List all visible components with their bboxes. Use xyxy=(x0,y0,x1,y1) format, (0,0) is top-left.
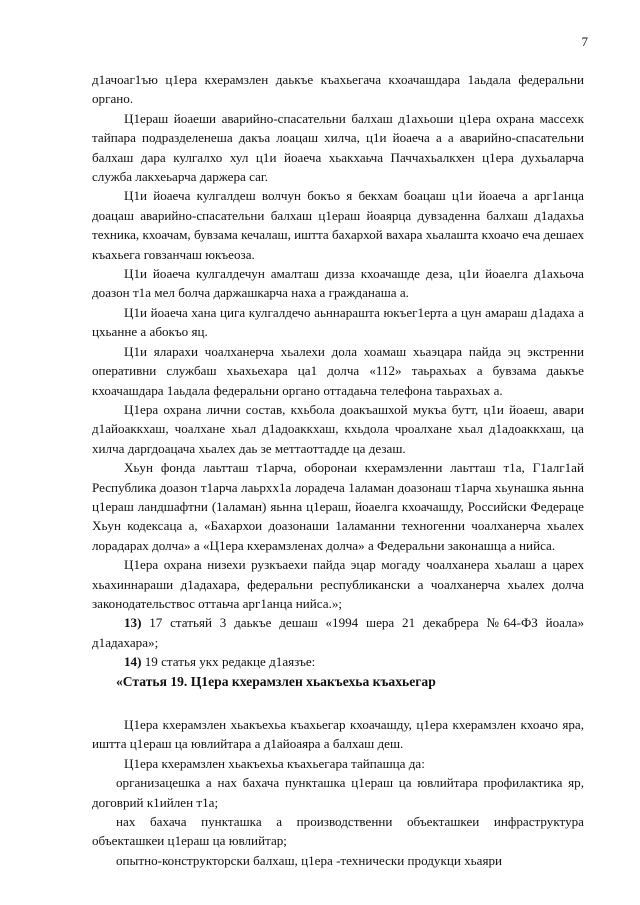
item-number: 13) xyxy=(124,615,142,631)
paragraph: Ц1ера охрана лични состав, кхьбола доакъашхой мукъа бутт, ц1и йоаеш, авари д1айоаккхаш, чоалхане хьал д1адоаккхаш, кхьдола чроалхане хьал д1адоаккхаш, ца хилча даргдоацача хьалех даь зе меттаоттадде ца дезаш. xyxy=(92,401,584,456)
paragraph: Ц1и йоаеча кулгалдеш волчун бокъо я бекхам боацаш ц1и йоаеча а арг1анца доацаш аварийно-спасательни балхаш ц1ераш йоаярца дувзаденна балхаш д1адахьа техника, кхоачам, бувзама кечалаш, иштта бахархой вахара хьалашта кхоачо еча дешаех къахьега говзанчаш юкъеоза. xyxy=(92,188,584,262)
paragraph: Хьун фонда лаьтташ т1арча, оборонаи кхерамзленни лаьтташ т1а, Г1алг1ай Республика доазон т1арча лаьрхх1а лорадеча 1аламан доазонаш т1арча хьунашка яьнна ц1ераш ландшафтни (1аламан) яьнна ц1ераш, йоаелга кхоачашду, Российски Федераце Хьун кодексаца а, «Бахархои доазонаши 1аламанни техногенни чоалханерча хьалех лорадарах долча» а «Ц1ера кхерамзленах долча» а Федеральни законашца а нийса. xyxy=(92,460,584,553)
list-entry: нах бахача пункташка а производственни объекташкеи инфраструктура объекташкеи ц1ераш ца ювлийтар; xyxy=(92,814,584,849)
paragraph: д1ачоаг1ъю ц1ера кхерамзлен даькъе къахьегача кхоачашдара 1аьдала федеральни органо. xyxy=(92,72,584,107)
paragraph: Ц1ера кхерамзлен хьакъехьа къахьегара тайпашца да: xyxy=(124,755,425,771)
item-text: 17 статьяй 3 даькъе дешаш «1994 шера 21 декабрера №64-ФЗ йоала» д1адахара»; xyxy=(92,615,584,650)
item-text: 19 статья укх редакце д1аязъе: xyxy=(141,654,316,670)
list-item-14 xyxy=(92,652,584,671)
article-heading: «Статья 19. Ц1ера кхерамзлен хьакъехьа къахьегар xyxy=(116,673,436,689)
paragraph: Ц1и йоаеча хана цига кулгалдечо аьннарашта юкъег1ерта а цун амараш д1адаха а цхьанне а абокъо яц. xyxy=(92,304,584,340)
paragraph: Ц1ера охрана низехи рузкъаехи пайда эцар могаду чоалханера хьалаш а царех хьахиннараши д1адахара, федеральни республикански а чоалханерча хьалех долча законодательствос оттаьча арг1анца нийса.»; xyxy=(92,557,584,611)
document-body xyxy=(92,70,584,870)
list-entry: опытно-конструкторски балхаш, ц1ера -технически продукци хьаяри xyxy=(116,852,503,868)
list-entry: организацешка а нах бахача пункташка ц1ераш ца ювлийтара профилактика яр, договрий к1ийлен т1а; xyxy=(92,775,584,810)
item-number: 14) xyxy=(124,654,142,670)
paragraph: Ц1и яларахи чоалханерча хьалехи дола хоамаш хьаэцара пайда эц экстренни оперативни службаш хьахьехара ца1 долча «112» таьрахьах а бувзама даькъе кхоачашдара 1аьдала федеральни органо оттадаьча телефона таьрахьах а. xyxy=(92,343,584,398)
list-item-13 xyxy=(92,613,584,652)
paragraph: Ц1ераш йоаеши аварийно-спасательни балхаш д1ахьоши ц1ера охрана массехк тайпара подразделенеша дакъа лоацаш хилча, ц1и йоаеча а а аварийно-спасательни балхаш дара кулгалхо хул ц1и йоаеча хьакхаьча Паччахьалкхен ц1ера духьаларча служба лакхеьарча даржера саг. xyxy=(92,110,584,185)
paragraph: Ц1и йоаеча кулгалдечун амалташ дизза кхоачашде деза, ц1и йоаелга д1ахьоча доазон т1а мел болча даржашкарча наха а гражданаша а. xyxy=(92,266,584,301)
page-number: 7 xyxy=(581,34,588,49)
paragraph: Ц1ера кхерамзлен хьакъехьа къахьегар кхоачашду, ц1ера кхерамзлен кхоачо яра, иштта ц1ераш ца ювлийтара а д1айоаяра а балхаш деш. xyxy=(92,717,584,752)
